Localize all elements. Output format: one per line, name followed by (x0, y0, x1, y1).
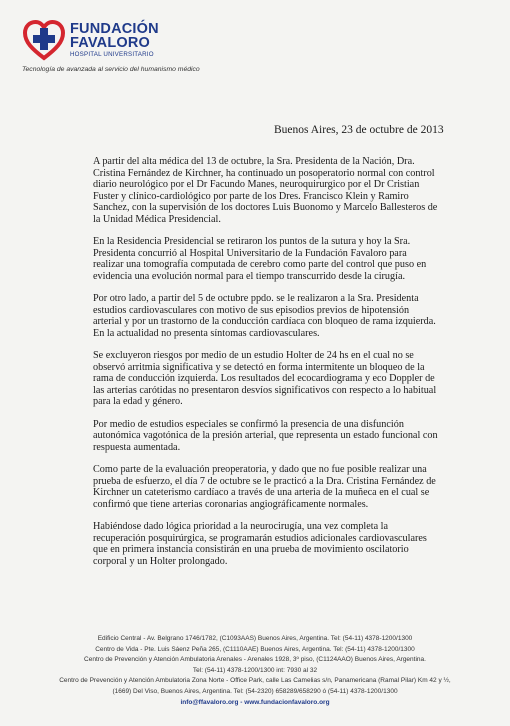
logo-wordmark (70, 22, 159, 50)
paragraph: Por otro lado, a partir del 5 de octubre ppdo. se le realizaron a la Sra. Presidenta estudios cardiovasculares con motivo de sus episodios previos de hipotensión arterial y por un trastorno de la conducción cardíaca con bloqueo de rama izquierda. En la actualidad no presenta síntomas cardiovasculares. (93, 293, 436, 339)
footer-line: Centro de Vida - Pte. Luis Sáenz Peña 265, (C1110AAE) Buenos Aires, Argentina. Tel: (54-11) 4378-1200/1300 (95, 645, 415, 653)
paragraph: A partir del alta médica del 13 de octubre, la Sra. Presidenta de la Nación, Dra. Cristina Fernández de Kirchner, ha continuado un posoperatorio normal con control diario neurológico por el Dr Facundo Manes, neuroquirurgico por el Dr Cristian Fuster y clínico-cardiológico por parte de los Dres. Francisco Klein y Ramiro Sanchez, con la supervisión de los doctores Luis Buonomo y Marcelo Ballesteros de la Unidad Médica Presidencial. (93, 156, 438, 225)
logo-subtitle: HOSPITAL UNIVERSITARIO (70, 51, 154, 58)
logo-line-2: FAVALORO (70, 35, 151, 51)
paragraph: En la Residencia Presidencial se retiraron los puntos de la sutura y hoy la Sra. Presidenta concurrió al Hospital Universitario de la Fundación Favaloro para realizar una tomografía computada de cerebro como parte del control que puso en evidencia una evolución normal para el tiempo transcurrido desde la cirugía. (93, 236, 427, 282)
footer-line: Centro de Prevención y Atención Ambulatoria Arenales - Arenales 1928, 3º piso, (C1124AAO) Buenos Aires, Argentina. (84, 656, 426, 664)
footer-line: Edificio Central - Av. Belgrano 1746/1782, (C1093AAS) Buenos Aires, Argentina. Tel: (54-11) 4378-1200/1300 (97, 635, 413, 642)
footer-web-link[interactable]: info@ffavaloro.org - www.fundacionfavaloro.org (180, 698, 330, 706)
paragraph: Se excluyeron riesgos por medio de un estudio Holter de 24 hs en el cual no se observó arritmia significativa y se detectó en forma intermitente un bloqueo de la rama de conducción izquierda. Los resultados del ecocardiograma y eco Doppler de las arterias carótidas no presentaron desvíos significativos con respecto a lo habitual para la edad y género. (93, 350, 437, 407)
paragraph: Como parte de la evaluación preoperatoria, y dado que no fue posible realizar una prueba de esfuerzo, el día 7 de octubre se le practicó a la Dra. Cristina Fernández de Kirchner un cateterismo cardíaco a través de una arteria de la muñeca en el cual se confirmó que tiene arterias coronarias angiográficamente normales. (93, 464, 436, 510)
tagline: Tecnología de avanzada al servicio del humanismo médico (22, 66, 200, 73)
footer-addresses (10, 634, 500, 708)
logo-line-1: FUNDACIÓN (70, 21, 159, 37)
footer-line: (1669) Del Viso, Buenos Aires, Argentina. Tel: (54-2320) 658289/658290 ó (54-11) 4378-1200/1300 (112, 687, 398, 695)
paragraph: Habiéndose dado lógica prioridad a la neurocirugía, una vez completa la recuperación posquirúrgica, se programarán estudios adicionales cardiovasculares que en primera instancia consistirán en una prueba de movimiento oscilatorio corporal y un Holter prolongado. (93, 521, 427, 567)
footer-line: Tel: (54-11) 4378-1200/1300 int: 7930 al 32 (192, 666, 318, 674)
letter-date: Buenos Aires, 23 de octubre de 2013 (274, 124, 444, 136)
footer-line: Centro de Prevención y Atención Ambulatoria Zona Norte - Office Park, calle Las Camelias s/n, Panamericana (Ramal Pilar) Km 42 y ½, (59, 677, 451, 685)
heart-cross-icon (22, 18, 66, 62)
letter-body (93, 156, 439, 578)
paragraph: Por medio de estudios especiales se confirmó la presencia de una disfunción autonómica vagotónica de la presión arterial, que representa un estado funcional con respuesta aumentada. (93, 418, 438, 453)
